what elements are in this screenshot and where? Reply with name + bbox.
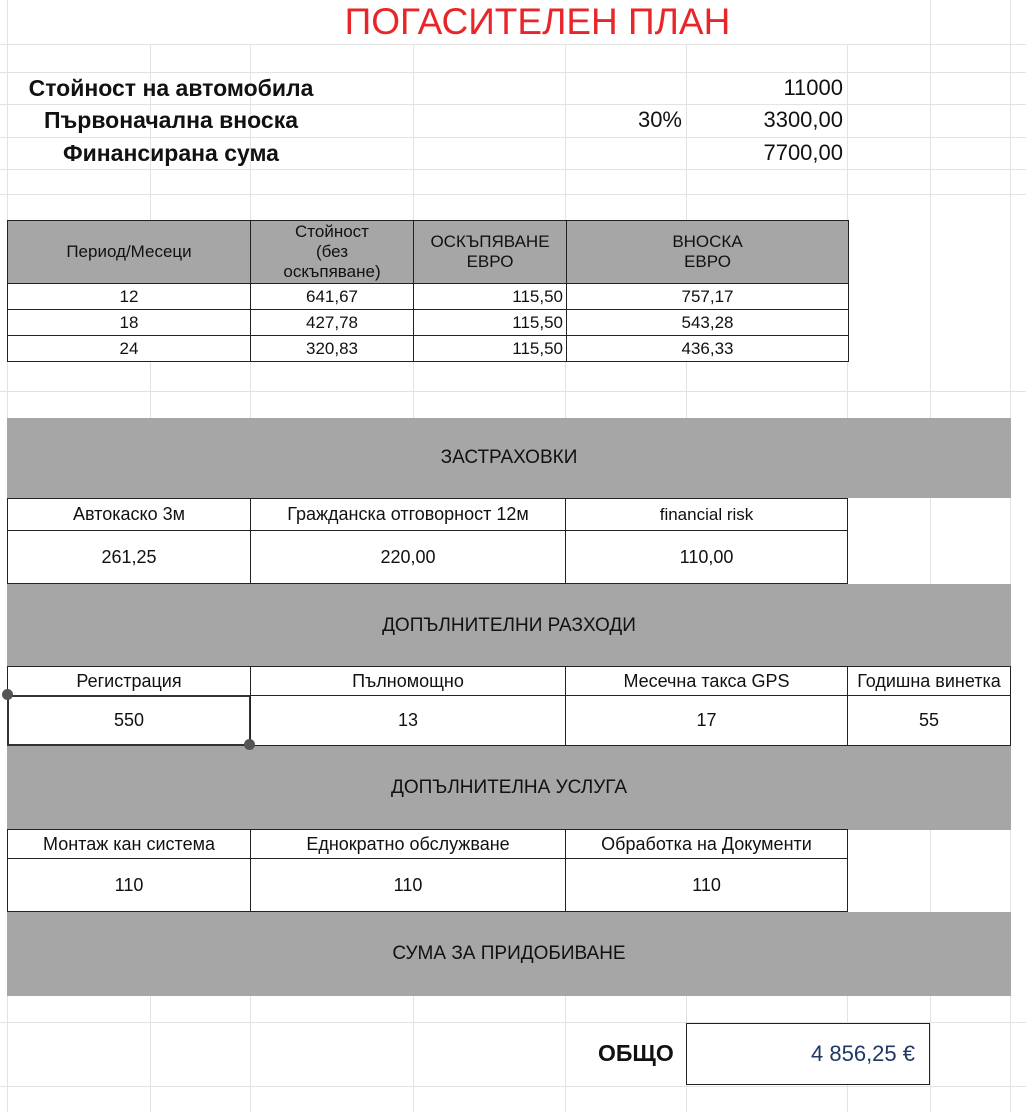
- casco-label[interactable]: Автокаско 3м: [7, 498, 251, 531]
- vignette-value[interactable]: 55: [847, 695, 1011, 746]
- acquisition-header[interactable]: СУМА ЗА ПРИДОБИВАНЕ: [7, 912, 1011, 996]
- markup-cell[interactable]: 115,50: [414, 336, 567, 362]
- casco-value[interactable]: 261,25: [7, 530, 251, 584]
- payment-cell[interactable]: 543,28: [567, 310, 849, 336]
- additional-costs-header[interactable]: ДОПЪЛНИТЕЛНИ РАЗХОДИ: [7, 584, 1011, 667]
- registration-value-selected-cell[interactable]: 550: [7, 695, 251, 746]
- financial-risk-value[interactable]: 110,00: [565, 530, 848, 584]
- additional-service-header[interactable]: ДОПЪЛНИТЕЛНА УСЛУГА: [7, 746, 1011, 830]
- repayment-table: [7, 220, 849, 362]
- gps-fee-label[interactable]: Месечна такса GPS: [565, 666, 848, 696]
- table-row: [8, 310, 849, 336]
- header-markup[interactable]: ОСКЪПЯВАНЕ ЕВРО: [414, 221, 567, 284]
- table-row: [8, 336, 849, 362]
- selection-handle-top-left[interactable]: [2, 689, 13, 700]
- header-period[interactable]: Период/Месеци: [8, 221, 251, 284]
- insurance-header[interactable]: ЗАСТРАХОВКИ: [7, 418, 1011, 498]
- financed-label: Финансирана сума: [63, 140, 279, 166]
- vignette-label[interactable]: Годишна винетка: [847, 666, 1011, 696]
- value-cell[interactable]: 427,78: [251, 310, 414, 336]
- selection-handle-bottom-right[interactable]: [244, 739, 255, 750]
- total-value[interactable]: 4 856,25 €: [686, 1023, 930, 1085]
- liability-value[interactable]: 220,00: [250, 530, 566, 584]
- table-row: [8, 284, 849, 310]
- down-payment-value[interactable]: 3300,00: [763, 107, 843, 132]
- down-payment-percent[interactable]: 30%: [637, 107, 682, 132]
- header-payment[interactable]: ВНОСКА ЕВРО: [567, 221, 849, 284]
- one-time-service-label[interactable]: Еднократно обслужване: [250, 829, 566, 859]
- financial-risk-label[interactable]: financial risk: [565, 498, 848, 531]
- documents-value[interactable]: 110: [565, 858, 848, 912]
- markup-cell[interactable]: 115,50: [414, 284, 567, 310]
- financed-value[interactable]: 7700,00: [763, 140, 843, 165]
- period-cell[interactable]: 24: [8, 336, 251, 362]
- payment-cell[interactable]: 436,33: [567, 336, 849, 362]
- documents-label[interactable]: Обработка на Документи: [565, 829, 848, 859]
- payment-cell[interactable]: 757,17: [567, 284, 849, 310]
- total-label: ОБЩО: [598, 1040, 674, 1066]
- value-cell[interactable]: 320,83: [251, 336, 414, 362]
- can-system-value[interactable]: 110: [7, 858, 251, 912]
- down-payment-label: Първоначална вноска: [43, 107, 299, 133]
- registration-label[interactable]: Регистрация: [7, 666, 251, 696]
- table-header-row: [8, 221, 849, 284]
- value-cell[interactable]: 641,67: [251, 284, 414, 310]
- liability-label[interactable]: Гражданска отговорност 12м: [250, 498, 566, 531]
- markup-cell[interactable]: 115,50: [414, 310, 567, 336]
- car-value-label: Стойност на автомобила: [28, 75, 314, 101]
- one-time-service-value[interactable]: 110: [250, 858, 566, 912]
- car-value[interactable]: 11000: [783, 75, 843, 100]
- gps-fee-value[interactable]: 17: [565, 695, 848, 746]
- power-of-attorney-value[interactable]: 13: [250, 695, 566, 746]
- header-value[interactable]: Стойност (без оскъпяване): [251, 221, 414, 284]
- period-cell[interactable]: 12: [8, 284, 251, 310]
- can-system-label[interactable]: Монтаж кан система: [7, 829, 251, 859]
- power-of-attorney-label[interactable]: Пълномощно: [250, 666, 566, 696]
- period-cell[interactable]: 18: [8, 310, 251, 336]
- page-title: ПОГАСИТЕЛЕН ПЛАН: [150, 0, 925, 44]
